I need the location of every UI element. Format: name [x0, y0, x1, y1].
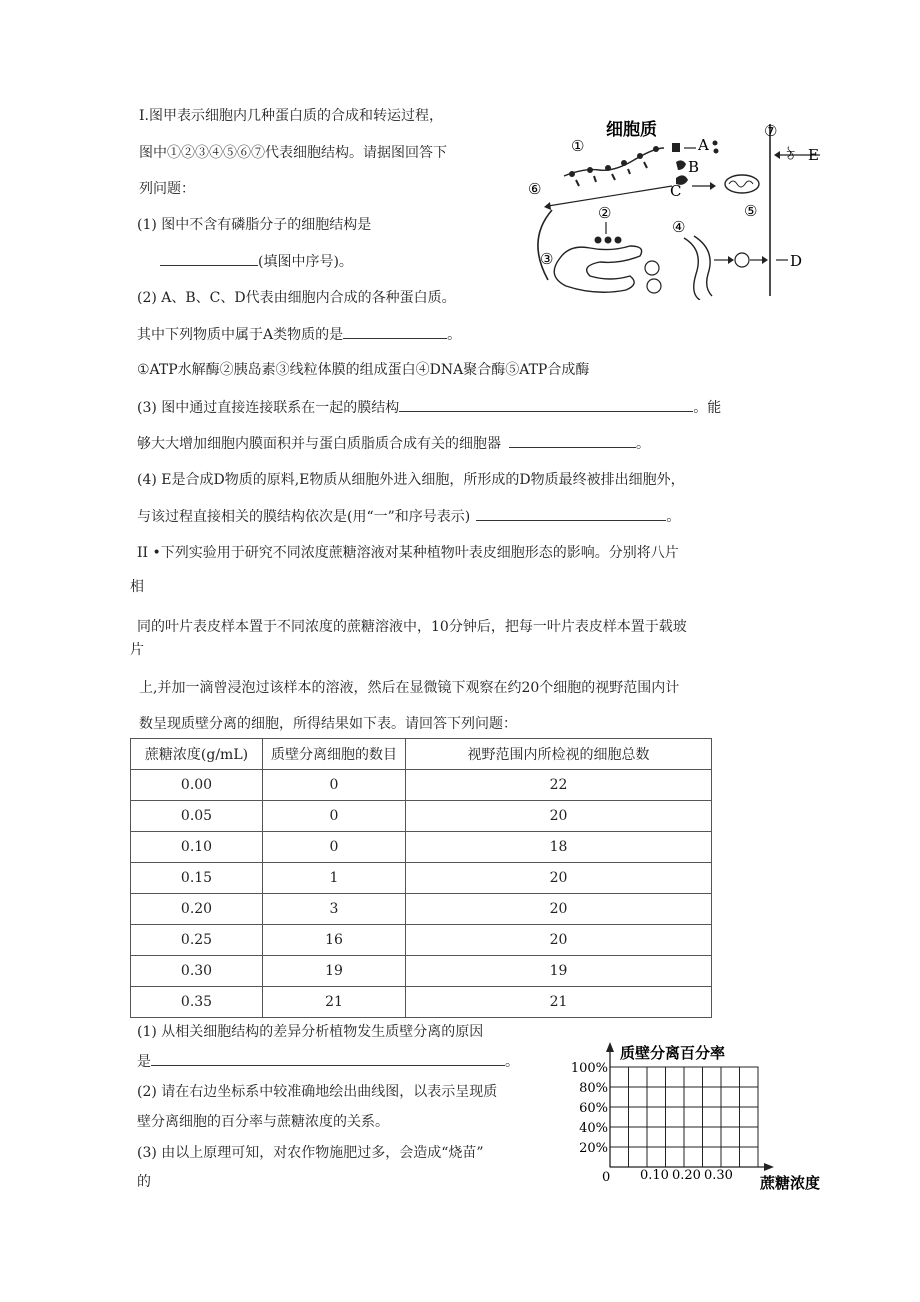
nucleus-envelope: [538, 210, 552, 280]
label-D: D: [790, 252, 803, 270]
label-7: ⑦: [764, 122, 778, 140]
y-tick-label: 20%: [579, 1141, 608, 1156]
y-tick-label: 40%: [579, 1121, 608, 1136]
y-tick-label: 80%: [579, 1081, 608, 1096]
part2-intro-line3: 同的叶片表皮样本置于不同浓度的蔗糖溶液中，10分钟后，把每一叶片表皮样本置于载玻: [137, 619, 687, 635]
part2-intro-line5: 上,并加一滴曾浸泡过该样本的溶液，然后在显微镜下观察在约20个细胞的视野范围内计: [139, 680, 680, 696]
table-row: 0.15 1 20: [131, 863, 712, 894]
part2-q2-line1: (2) 请在右边坐标系中较准确地绘出曲线图，以表示呈现质: [137, 1084, 498, 1100]
table-row: 0.35 21 21: [131, 987, 712, 1018]
y-axis-arrow: [606, 1042, 614, 1052]
diagram-title: 细胞质: [606, 120, 657, 140]
part2-q3-line2: 的: [137, 1174, 151, 1190]
col-header-plasmolysed: 质壁分离细胞的数目: [263, 739, 406, 770]
part2-intro-line1: II •下列实验用于研究不同浓度蔗糖溶液对某种植物叶表皮细胞形态的影响。分别将八片: [137, 545, 679, 561]
table-row: 0.00 0 22: [131, 770, 712, 801]
answer-blank[interactable]: [343, 324, 447, 339]
x-tick-label: 0.10: [640, 1168, 669, 1183]
x-tick-label: 0.20: [672, 1168, 701, 1183]
label-E: E: [808, 146, 819, 164]
label-B: B: [688, 158, 700, 176]
e-molecule: ঠ: [787, 148, 795, 164]
table-row: 0.30 19 19: [131, 956, 712, 987]
blank-coordinate-grid: [566, 1040, 836, 1190]
part2-q1-line2: 是 。: [137, 1051, 519, 1072]
x-tick-label: 0.30: [704, 1168, 733, 1183]
part1-intro-line1: I.图甲表示细胞内几种蛋白质的合成和转运过程，: [139, 108, 443, 124]
part1-q1-line1: (1) 图中不含有磷脂分子的细胞结构是: [137, 217, 372, 233]
part2-q1-line1: (1) 从相关细胞结构的差异分析植物发生质壁分离的原因: [137, 1024, 484, 1040]
part1-q2-line2: 其中下列物质中属于A类物质的是 。: [137, 324, 461, 345]
endoplasmic-reticulum: [554, 246, 641, 292]
origin-label: 0: [602, 1170, 611, 1185]
part2-intro-line2: 相: [130, 579, 144, 595]
label-3: ③: [540, 250, 554, 268]
answer-blank[interactable]: [476, 506, 666, 521]
label-A: A: [698, 136, 709, 154]
part2-intro-line6: 数呈现质壁分离的细胞，所得结果如下表。请回答下列问题：: [139, 716, 517, 732]
part2-intro-line4: 片: [130, 642, 144, 658]
mitochondrion: [725, 175, 759, 193]
label-5: ⑤: [744, 202, 758, 220]
answer-blank[interactable]: [151, 1051, 505, 1066]
cell-protein-diagram: [524, 118, 844, 300]
y-tick-label: 100%: [570, 1061, 608, 1076]
x-axis-arrow: [764, 1163, 774, 1171]
col-header-total: 视野范围内所检视的细胞总数: [406, 739, 712, 770]
table-header-row: [131, 739, 712, 770]
table-row: 0.05 0 20: [131, 801, 712, 832]
answer-blank[interactable]: [160, 251, 258, 266]
label-4: ④: [672, 218, 686, 236]
label-C: C: [670, 182, 682, 200]
label-2: ②: [598, 204, 612, 222]
part1-intro-line2: 图中①②③④⑤⑥⑦代表细胞结构。请据图回答下: [139, 145, 447, 161]
label-6: ⑥: [528, 180, 542, 198]
table-row: 0.25 16 20: [131, 925, 712, 956]
part1-intro-line3: 列问题：: [139, 181, 195, 197]
part1-q4-line1: (4) E是合成D物质的原料,E物质从细胞外进入细胞，所形成的D物质最终被排出细胞外，: [137, 472, 685, 488]
part1-q4-line2: 与该过程直接相关的膜结构依次是(用“一”和序号表示) 。: [137, 506, 680, 527]
golgi-apparatus: [684, 238, 700, 300]
part2-q2-line2: 壁分离细胞的百分率与蔗糖浓度的关系。: [137, 1114, 389, 1130]
table-row: 0.10 0 18: [131, 832, 712, 863]
x-axis-title: 蔗糖浓度: [760, 1174, 821, 1190]
part2-q3-line1: (3) 由以上原理可知，对农作物施肥过多，会造成“烧苗”: [137, 1145, 484, 1161]
part1-q2-options: ①ATP水解酶②胰岛素③线粒体膜的组成蛋白④DNA聚合酶⑤ATP合成酶: [137, 362, 590, 378]
part1-q2-line1: (2) A、B、C、D代表由细胞内合成的各种蛋白质。: [137, 290, 456, 306]
y-tick-label: 60%: [579, 1101, 608, 1116]
part1-q3-line1: (3) 图中通过直接连接联系在一起的膜结构 。能: [137, 397, 721, 418]
col-header-concentration: 蔗糖浓度(g/mL): [131, 739, 263, 770]
part1-q3-line2: 够大大增加细胞内膜面积并与蛋白质脂质合成有关的细胞器 。: [137, 433, 650, 454]
table-row: 0.20 3 20: [131, 894, 712, 925]
answer-blank[interactable]: [399, 397, 693, 412]
experiment-table: [130, 738, 712, 1018]
label-1: ①: [571, 137, 585, 155]
answer-blank[interactable]: [509, 433, 636, 448]
part1-q1-line2: (填图中序号)。: [160, 251, 353, 272]
y-axis-title: 质壁分离百分率: [620, 1044, 726, 1062]
